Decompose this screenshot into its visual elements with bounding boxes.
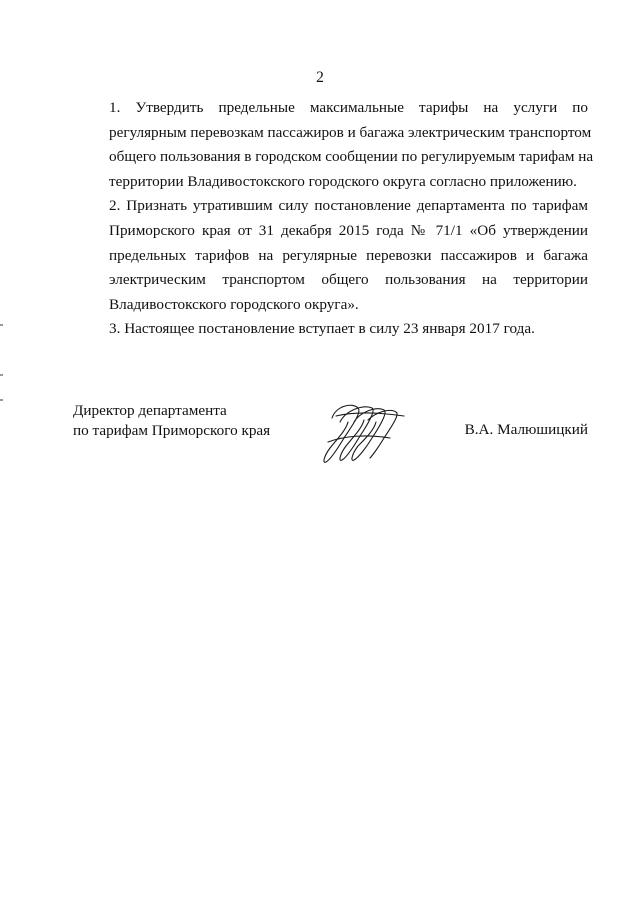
paragraph-1-line-3: общего пользования в городском сообщении по регулируемым тарифам на (109, 148, 594, 166)
paragraph-2-line-2: Приморского края от 31 декабря 2015 года № 71/1 «Об утверждении (109, 221, 588, 239)
scan-edge-mark (0, 374, 3, 376)
signatory-position-line-2: по тарифам Приморского края (73, 422, 271, 439)
paragraph-1-line-1: 1. Утвердить предельные максимальные тарифы на услуги по (109, 99, 588, 116)
signature-block (73, 398, 588, 468)
signatory-position (73, 401, 270, 441)
paragraph-2 (73, 194, 588, 317)
paragraph-2-line-3: предельных тарифов на регулярные перевозки пассажиров и багажа (109, 246, 588, 264)
handwritten-signature (318, 398, 408, 468)
paragraph-1-line-2: регулярным перевозкам пассажиров и багажа электрическим транспортом (109, 123, 592, 141)
paragraph-2-line-4: электрическим транспортом общего пользования на территории (109, 271, 588, 289)
signatory-name: В.А. Малюшицкий (464, 421, 588, 438)
scan-edge-mark (0, 324, 3, 326)
paragraph-1 (73, 96, 594, 194)
paragraph-3-line-1: 3. Настоящее постановление вступает в силу 23 января 2017 года. (109, 320, 535, 338)
page-number: 2 (316, 69, 324, 86)
scan-edge-mark (0, 399, 3, 401)
signatory-position-line-1: Директор департамента (73, 402, 227, 419)
document-body (73, 96, 594, 342)
paragraph-2-line-5: Владивостокского городского округа». (109, 295, 359, 313)
paragraph-1-line-4: территории Владивостокского городского округа согласно приложению. (109, 172, 577, 190)
paragraph-2-line-1: 2. Признать утратившим силу постановление департамента по тарифам (109, 197, 588, 215)
paragraph-3 (73, 317, 588, 342)
